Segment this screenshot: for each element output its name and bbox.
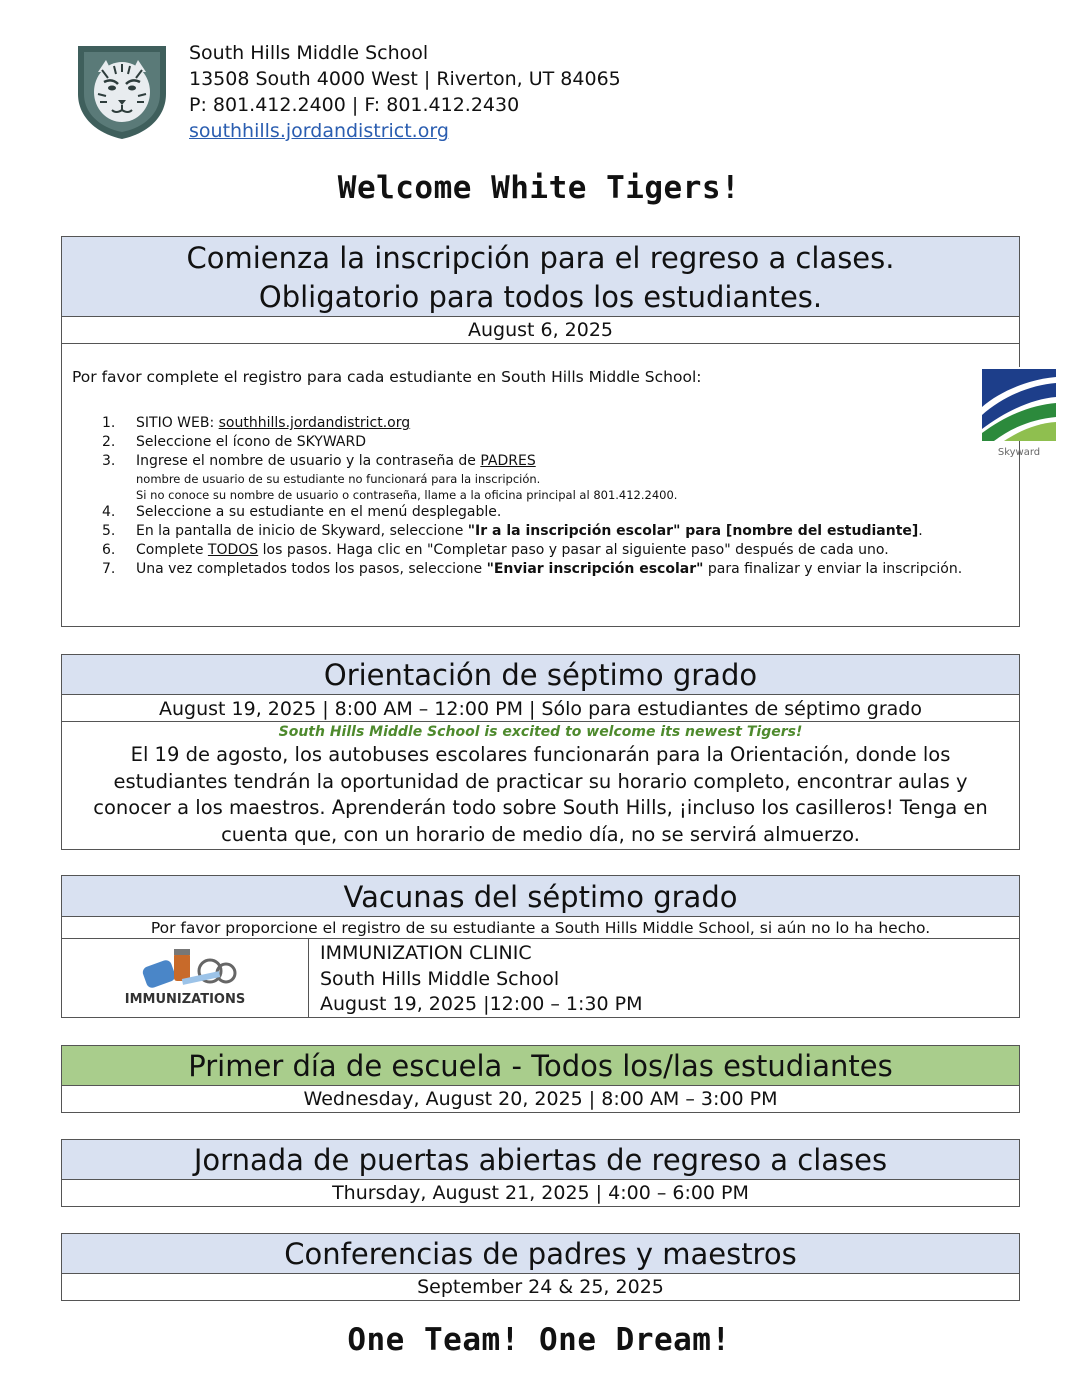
step-4: 4. Seleccione a su estudiante en el menú desplegable.: [102, 504, 502, 520]
skyward-logo-label: Skyward: [997, 447, 1041, 458]
school-address-block: [189, 40, 621, 144]
school-address: 13508 South 4000 West | Riverton, UT 84065: [189, 68, 621, 90]
letterhead: [74, 40, 974, 140]
orientation-body: [62, 722, 1019, 848]
orientation-title: Orientación de séptimo grado: [62, 655, 1019, 695]
first-day-section: [61, 1045, 1020, 1113]
orientation-tagline: South Hills Middle School is excited to welcome its newest Tigers!: [278, 724, 803, 740]
registration-body: [62, 344, 1041, 626]
conferences-section: [61, 1233, 1020, 1301]
open-house-details: Thursday, August 21, 2025 | 4:00 – 6:00 PM: [332, 1182, 749, 1204]
step-3: 3. Ingrese el nombre de usuario y la contraseña de PADRES nombre de usuario de su estudiante no funcionará para la inscripción. Si no conoce su nombre de usuario o contraseña, llame a la oficina principal al 801.412.2400.: [102, 452, 982, 503]
immunizations-image-label: IMMUNIZATIONS: [124, 992, 246, 1007]
step-7: 7. Una vez completados todos los pasos, seleccione "Enviar inscripción escolar" para finalizar y enviar la inscripción.: [102, 561, 963, 577]
registration-steps: [102, 414, 982, 579]
open-house-section: [61, 1139, 1020, 1207]
registration-title-line2: Obligatorio para todos los estudiantes.: [258, 280, 823, 314]
immunizations-image: [62, 939, 309, 1017]
welcome-heading: Welcome White Tigers!: [337, 170, 741, 206]
clinic-date-time: August 19, 2025 |12:00 – 1:30 PM: [320, 993, 643, 1015]
orientation-description: El 19 de agosto, los autobuses escolares funcionarán para la Orientación, donde los estudiantes tendrán la oportunidad de practicar su horario completo, encontrar aulas y conocer a los maestros. Aprenderán todo sobre South Hills, ¡incluso los casilleros! Tenga en cuenta que, con un horario de medio día, no se servirá almuerzo.: [93, 743, 988, 846]
clinic-info: [320, 941, 642, 1018]
registration-title-line1: Comienza la inscripción para el regreso a clases.: [186, 241, 895, 275]
step-6: 6. Complete TODOS los pasos. Haga clic en "Completar paso y pasar al siguiente paso" después de cada uno.: [102, 542, 889, 558]
registration-intro: Por favor complete el registro para cada estudiante en South Hills Middle School:: [72, 368, 702, 386]
step-2: 2. Seleccione el ícono de SKYWARD: [102, 434, 367, 450]
vaccines-clinic-row: [62, 939, 1019, 1017]
step-5: 5. En la pantalla de inicio de Skyward, seleccione "Ir a la inscripción escolar" para [nombre del estudiante].: [102, 523, 923, 539]
skyward-logo[interactable]: [980, 367, 1058, 459]
step-3-note-1: nombre de usuario de su estudiante no funcionará para la inscripción.: [136, 472, 541, 486]
step-1-website-link[interactable]: southhills.jordandistrict.org: [218, 415, 411, 431]
registration-section: [61, 236, 1041, 627]
conferences-details: September 24 & 25, 2025: [417, 1276, 664, 1298]
step-1: 1. SITIO WEB: southhills.jordandistrict.org: [102, 415, 411, 431]
conferences-title: Conferencias de padres y maestros: [62, 1234, 1019, 1274]
first-day-details: Wednesday, August 20, 2025 | 8:00 AM – 3:00 PM: [303, 1088, 778, 1110]
school-name: South Hills Middle School: [189, 42, 429, 64]
tiger-shield-logo: [74, 42, 170, 140]
step-3-note-2: Si no conoce su nombre de usuario o contraseña, llame a la oficina principal al 801.412.2400.: [136, 488, 678, 502]
registration-title: [62, 237, 1019, 317]
orientation-details: August 19, 2025 | 8:00 AM – 12:00 PM | Sólo para estudiantes de séptimo grado: [62, 695, 1019, 722]
vaccines-title: Vacunas del séptimo grado: [62, 876, 1019, 917]
footer-slogan: One Team! One Dream!: [347, 1322, 731, 1358]
immunizations-icon: [62, 939, 309, 1017]
registration-date: August 6, 2025: [62, 317, 1019, 344]
clinic-location: South Hills Middle School: [320, 967, 560, 990]
school-website-link[interactable]: southhills.jordandistrict.org: [189, 120, 449, 142]
first-day-title: Primer día de escuela - Todos los/las estudiantes: [62, 1046, 1019, 1086]
vaccines-section: [61, 875, 1020, 1018]
orientation-section: [61, 654, 1020, 850]
clinic-name: IMMUNIZATION CLINIC: [320, 942, 532, 964]
school-phone-fax: P: 801.412.2400 | F: 801.412.2430: [189, 94, 520, 116]
vaccines-note: Por favor proporcione el registro de su estudiante a South Hills Middle School, si aún no lo ha hecho.: [62, 917, 1019, 939]
open-house-title: Jornada de puertas abiertas de regreso a clases: [62, 1140, 1019, 1180]
